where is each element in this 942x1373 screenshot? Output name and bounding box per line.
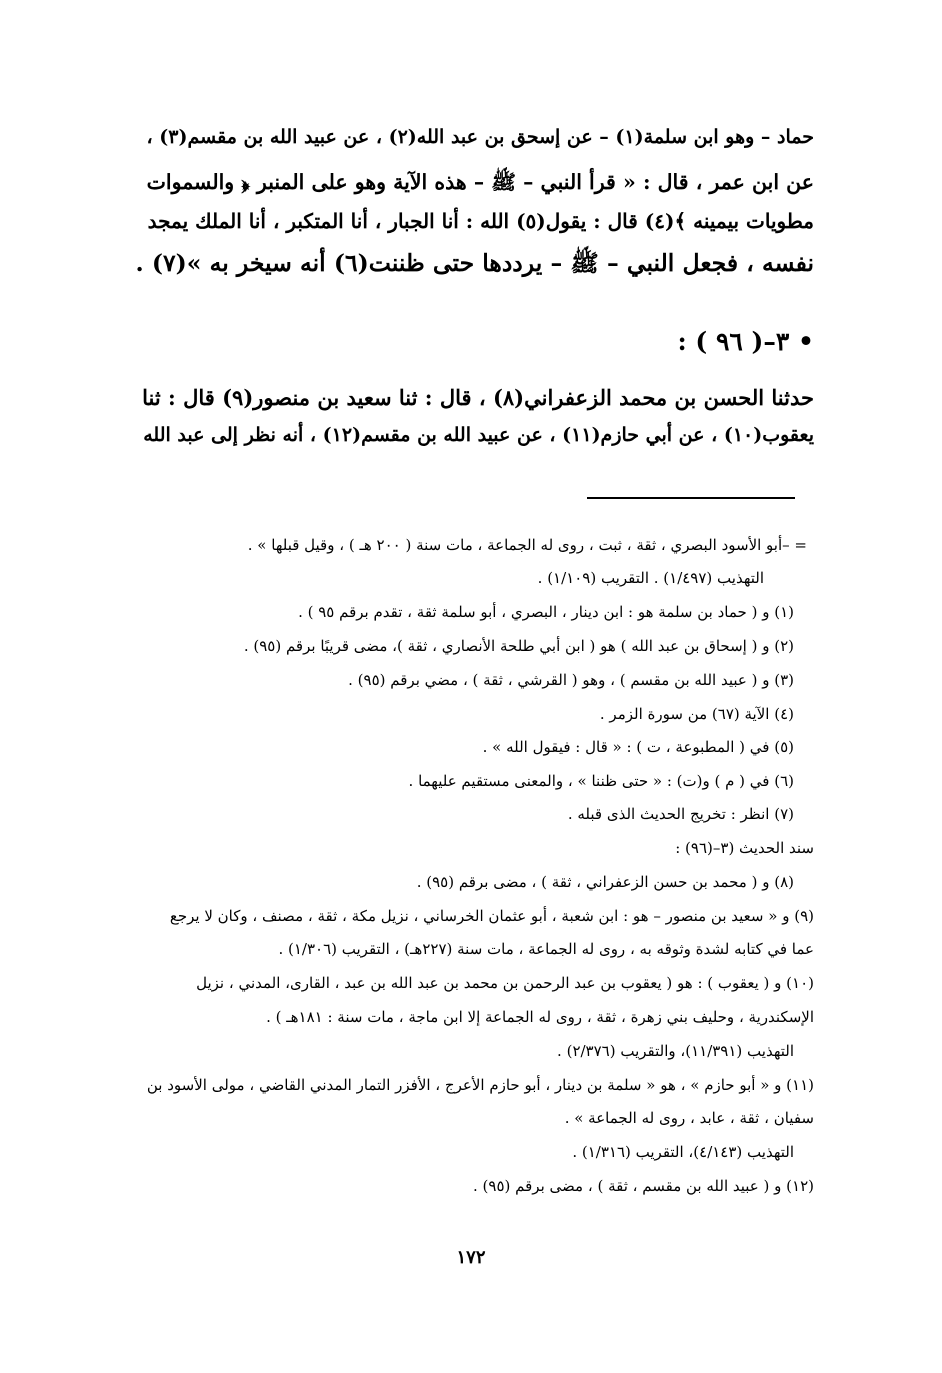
footnote-line: (٨) و ( محمد بن حسن الزعفراني ، ثقة ) ، مضى برقم (٩٥) . [416,873,794,891]
footnote-line: (١١) و « أبو حازم » ، هو « سلمة بن دينار ، أبو حازم الأعرج ، الأفزر التمار المدني القاضي ، مولى الأسود بن [146,1076,814,1094]
footnote-line: (٧) انظر : تخريج الحديث الذى قبله . [567,805,794,823]
main-text-line: حدثنا الحسن بن محمد الزعفراني(٨) ، قال : ثنا سعيد بن منصور(٩) قال : ثنا [142,385,814,410]
footnote-line: (١٠) و ( يعقوب ) : هو ( يعقوب بن عبد الرحمن بن محمد بن عبد الله بن عبد ، القارى، المدني ، نزيل [196,974,814,992]
main-text-line: عن ابن عمر ، قال : « قرأ النبي – ﷺ – هذه الآية وهو على المنبر ﴿ والسموات [146,170,814,194]
footnote-line: (١٢) و ( عبيد الله بن مقسم ، ثقة ) ، مضى برقم (٩٥) . [473,1177,814,1195]
footnote-line: (٥) في ( المطبوعة ، ت ) : « قال : فيقول الله » . [482,738,794,756]
footnote-line: سفيان ، ثقة ، عابد ، روى له الجماعة » . [564,1109,814,1127]
main-text-line: يعقوب(١٠) ، عن أبي حازم(١١) ، عن عبيد الله بن مقسم(١٢) ، أنه نظر إلى عبد الله [143,424,814,446]
footnote-separator [587,497,795,499]
footnote-line: التهذيب (١١/٣٩١)، والتقريب (٢/٣٧٦) . [557,1042,794,1060]
footnote-line: التهذيب (١/٤٩٧) . التقريب (١/١٠٩) . [537,569,764,587]
footnote-line: الإسكندرية ، وحليف بني زهرة ، ثقة ، روى له الجماعة إلا ابن ماجة ، مات سنة : ١٨١هـ ) . [266,1008,814,1026]
hadith-heading: • ٣–( ٩٦ ) : [677,327,814,356]
footnote-line: (١) و ( حماد بن سلمة هو : ابن دينار ، البصري ، أبو سلمة ثقة ، تقدم برقم ٩٥ ) . [298,603,794,621]
footnote-line: التهذيب (٤/١٤٣)، التقريب (١/٣١٦) . [572,1143,794,1161]
footnote-line: (٣) و ( عبيد الله بن مقسم ) ، وهو ( القرشي ، ثقة ) ، مضي برقم (٩٥) . [348,671,794,689]
main-text-line: نفسه ، فجعل النبي – ﷺ – يرددها حتى ظننت(٦) أنه سيخر به »(٧) . [135,249,814,277]
footnote-line: عما في كتابه لشدة وثوقه به ، روى له الجماعة ، مات سنة (٢٢٧هـ) ، التقريب (١/٣٠٦) . [278,940,814,958]
footnote-line: (٦) في ( م ) و(ت) : « حتى ظننا » ، والمعنى مستقيم عليهما . [408,772,794,790]
footnote-line: (٢) و ( إسحاق بن عبد الله ) هو ( ابن أبي طلحة الأنصاري ، ثقة )، مضى قريبًا برقم (٩٥) . [243,637,794,655]
main-text-line: حماد – وهو ابن سلمة(١) – عن إسحق بن عبد الله(٢) ، عن عبيد الله بن مقسم(٣) ، [146,126,814,148]
main-text-line: مطويات بيمينه ﴾(٤) قال : يقول(٥) الله : أنا الجبار ، أنا المتكبر ، أنا الملك يمجد [147,209,814,233]
page-number: ١٧٢ [456,1247,486,1268]
footnote-line: (٤) الآية (٦٧) من سورة الزمر . [599,705,794,723]
footnote-line: = –أبو الأسود البصري ، ثقة ، ثبت ، روى له الجماعة ، مات سنة ( ٢٠٠ هـ ) ، وقيل قبلها » . [247,536,807,554]
footnote-line: (٩) و « سعيد بن منصور – هو : ابن شعبة ، أبو عثمان الخرساني ، نزيل مكة ، ثقة ، مصنف ، وكان لا يرجع [169,907,814,925]
footnote-subheading: سند الحديث (٣–(٩٦) : [675,839,814,857]
